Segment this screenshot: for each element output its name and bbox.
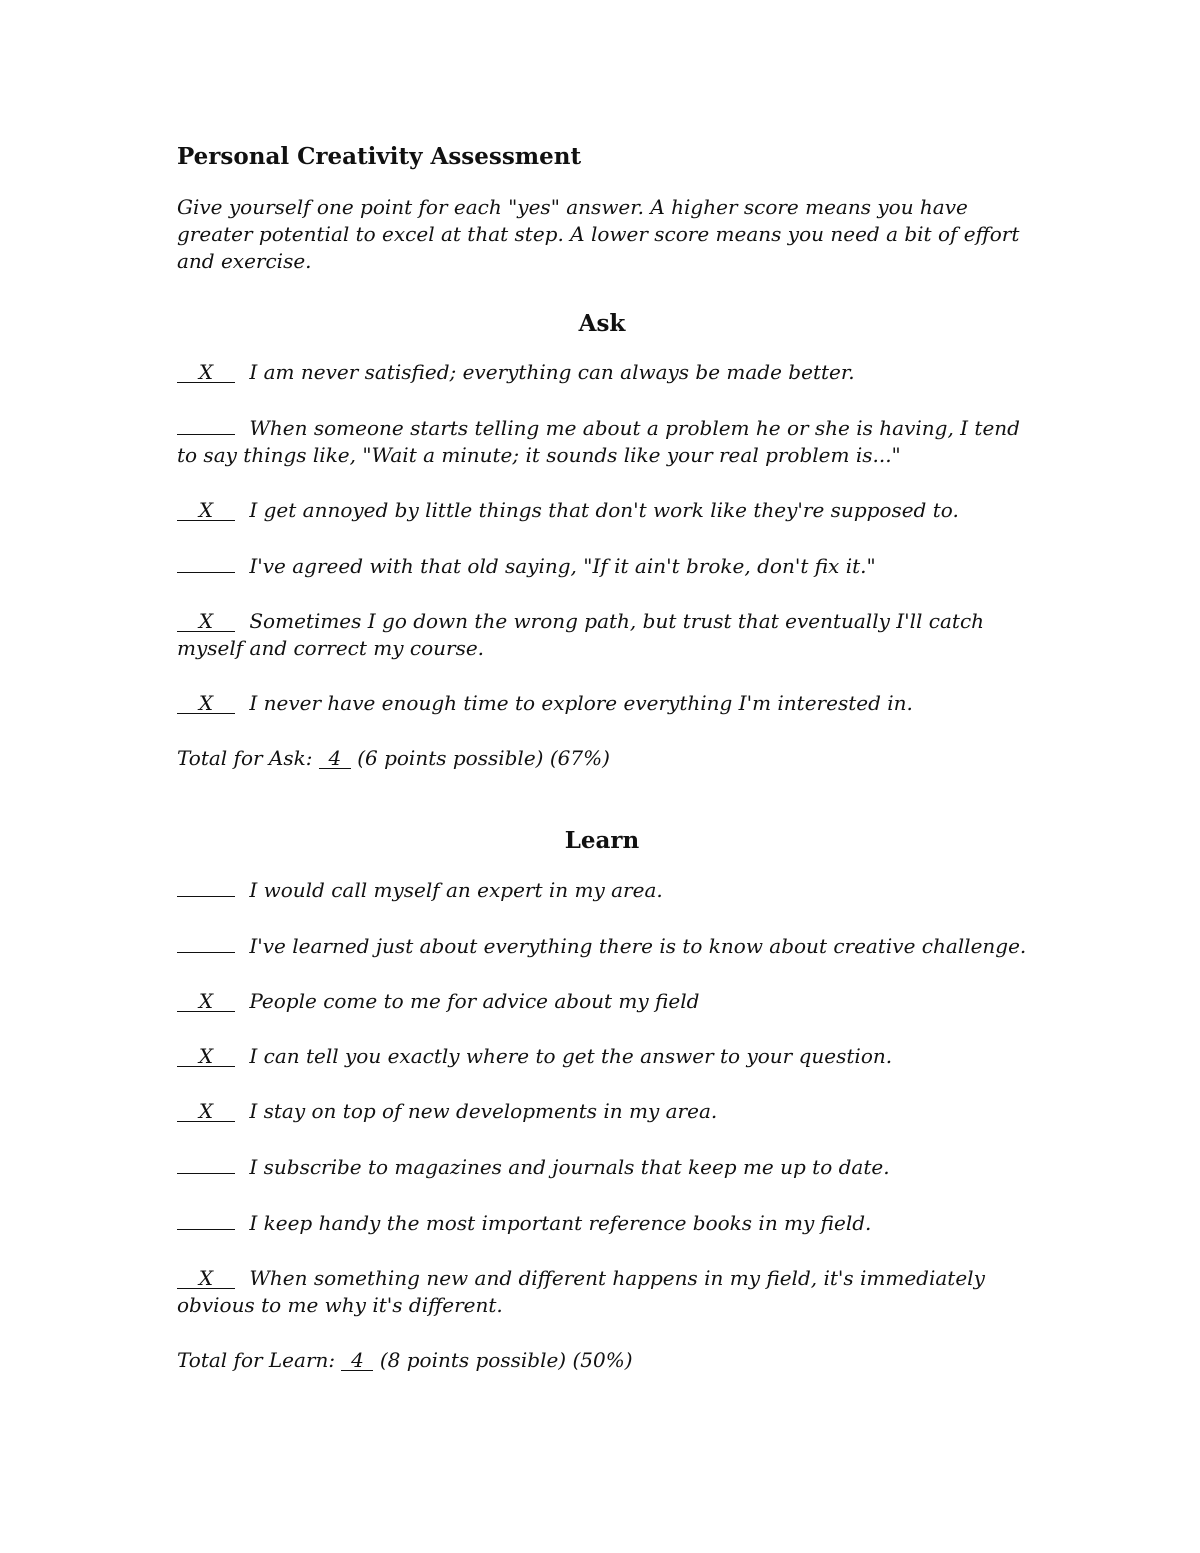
list-item xyxy=(177,1098,1027,1125)
total-suffix: (8 points possible) (50%) xyxy=(379,1348,633,1372)
page-title: Personal Creativity Assessment xyxy=(177,143,582,170)
list-item xyxy=(177,1043,1027,1070)
list-item xyxy=(177,552,1027,580)
item-text: I've agreed with that old saying, "If it ain't broke, don't fix it." xyxy=(249,554,876,578)
intro-paragraph: Give yourself one point for each "yes" answer. A higher score means you have greater potential to excel at that step. A lower score means you need a bit of effort and exercise. xyxy=(177,195,1020,273)
document-page xyxy=(177,140,1027,1374)
answer-blank[interactable] xyxy=(177,1209,235,1230)
item-text: Sometimes I go down the wrong path, but trust that eventually I'll catch myself and correct my course. xyxy=(177,609,985,660)
item-text: I am never satisfied; everything can always be made better. xyxy=(249,360,855,384)
answer-blank[interactable]: X xyxy=(177,611,235,632)
answer-blank[interactable]: X xyxy=(177,693,235,714)
item-text: I stay on top of new developments in my area. xyxy=(249,1099,718,1123)
list-item xyxy=(177,414,1027,469)
item-text: When something new and different happens in my field, it's immediately obvious to me why it's different. xyxy=(177,1266,985,1317)
answer-blank[interactable]: X xyxy=(177,991,235,1012)
answer-blank[interactable] xyxy=(177,1153,235,1174)
list-item xyxy=(177,497,1027,524)
section-learn xyxy=(177,824,1027,1374)
answer-blank[interactable] xyxy=(177,552,235,573)
item-text: I've learned just about everything there is to know about creative challenge. xyxy=(249,934,1027,958)
item-text: I never have enough time to explore everything I'm interested in. xyxy=(249,691,913,715)
total-score[interactable]: 4 xyxy=(341,1350,373,1371)
item-text: I keep handy the most important reference books in my field. xyxy=(249,1211,872,1235)
section-heading-ask: Ask xyxy=(578,310,626,337)
answer-blank[interactable] xyxy=(177,932,235,953)
list-item xyxy=(177,876,1027,904)
total-learn xyxy=(177,1347,1027,1374)
answer-blank[interactable]: X xyxy=(177,1268,235,1289)
total-label: Total for Learn: xyxy=(177,1348,336,1372)
answer-blank[interactable]: X xyxy=(177,1046,235,1067)
list-item xyxy=(177,690,1027,717)
total-score[interactable]: 4 xyxy=(319,748,351,769)
list-item xyxy=(177,1153,1027,1181)
list-item xyxy=(177,608,1027,662)
total-label: Total for Ask: xyxy=(177,746,313,770)
item-text: I would call myself an expert in my area. xyxy=(249,878,663,902)
list-item xyxy=(177,1265,1027,1319)
list-item xyxy=(177,932,1027,960)
answer-blank[interactable]: X xyxy=(177,500,235,521)
answer-blank[interactable]: X xyxy=(177,1101,235,1122)
section-ask xyxy=(177,307,1027,772)
answer-blank[interactable]: X xyxy=(177,362,235,383)
total-ask xyxy=(177,745,1027,772)
item-text: I get annoyed by little things that don't work like they're supposed to. xyxy=(249,498,959,522)
item-text: When someone starts telling me about a problem he or she is having, I tend to say things like, "Wait a minute; it sounds like your real problem is..." xyxy=(177,416,1020,467)
answer-blank[interactable] xyxy=(177,414,235,435)
list-item xyxy=(177,359,1027,386)
item-text: People come to me for advice about my field xyxy=(249,989,700,1013)
item-text: I can tell you exactly where to get the answer to your question. xyxy=(249,1044,893,1068)
item-text: I subscribe to magazines and journals that keep me up to date. xyxy=(249,1155,890,1179)
list-item xyxy=(177,988,1027,1015)
list-item xyxy=(177,1209,1027,1237)
answer-blank[interactable] xyxy=(177,876,235,897)
total-suffix: (6 points possible) (67%) xyxy=(357,746,610,770)
section-heading-learn: Learn xyxy=(564,827,640,854)
